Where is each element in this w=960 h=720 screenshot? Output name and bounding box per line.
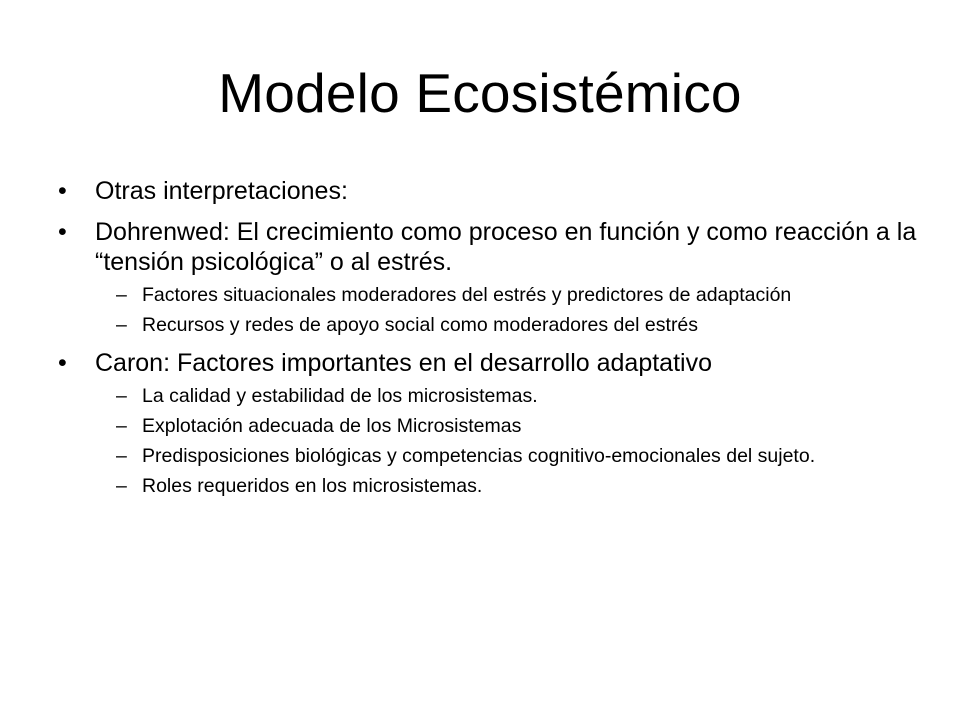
sub-bullet-text: Factores situacionales moderadores del estrés y predictores de adaptación (142, 284, 792, 306)
bullet-marker: • (58, 177, 67, 205)
sub-bullet-item (58, 474, 918, 498)
sub-bullet-text: Roles requeridos en los microsistemas. (142, 475, 483, 497)
bullet-item (58, 348, 918, 378)
dash-marker: – (116, 385, 127, 407)
bullet-marker: • (58, 349, 67, 377)
dash-marker: – (116, 445, 127, 467)
bullet-text: Otras interpretaciones: (95, 177, 348, 205)
bullet-text: Caron: Factores importantes en el desarrollo adaptativo (95, 349, 712, 377)
dash-marker: – (116, 284, 127, 306)
bullet-item (58, 176, 918, 206)
dash-marker: – (116, 415, 127, 437)
sub-bullet-item (58, 444, 918, 468)
slide-title: Modelo Ecosistémico (218, 62, 742, 124)
bullet-marker: • (58, 218, 67, 246)
sub-bullet-text: Predisposiciones biológicas y competencias cognitivo-emocionales del sujeto. (142, 445, 816, 467)
sub-bullet-item (58, 384, 918, 408)
bullet-text: Dohrenwed: El crecimiento como proceso en función y como reacción a la “tensión psicológica” o al estrés. (95, 218, 917, 276)
bullet-list (58, 168, 918, 498)
sub-bullet-text: Explotación adecuada de los Microsistemas (142, 415, 522, 437)
sub-bullet-item (58, 414, 918, 438)
dash-marker: – (116, 314, 127, 336)
sub-bullet-item (58, 283, 918, 307)
sub-bullet-text: La calidad y estabilidad de los microsistemas. (142, 385, 538, 407)
dash-marker: – (116, 475, 127, 497)
bullet-item (58, 217, 918, 277)
sub-bullet-text: Recursos y redes de apoyo social como moderadores del estrés (142, 314, 699, 336)
sub-bullet-item (58, 313, 918, 337)
